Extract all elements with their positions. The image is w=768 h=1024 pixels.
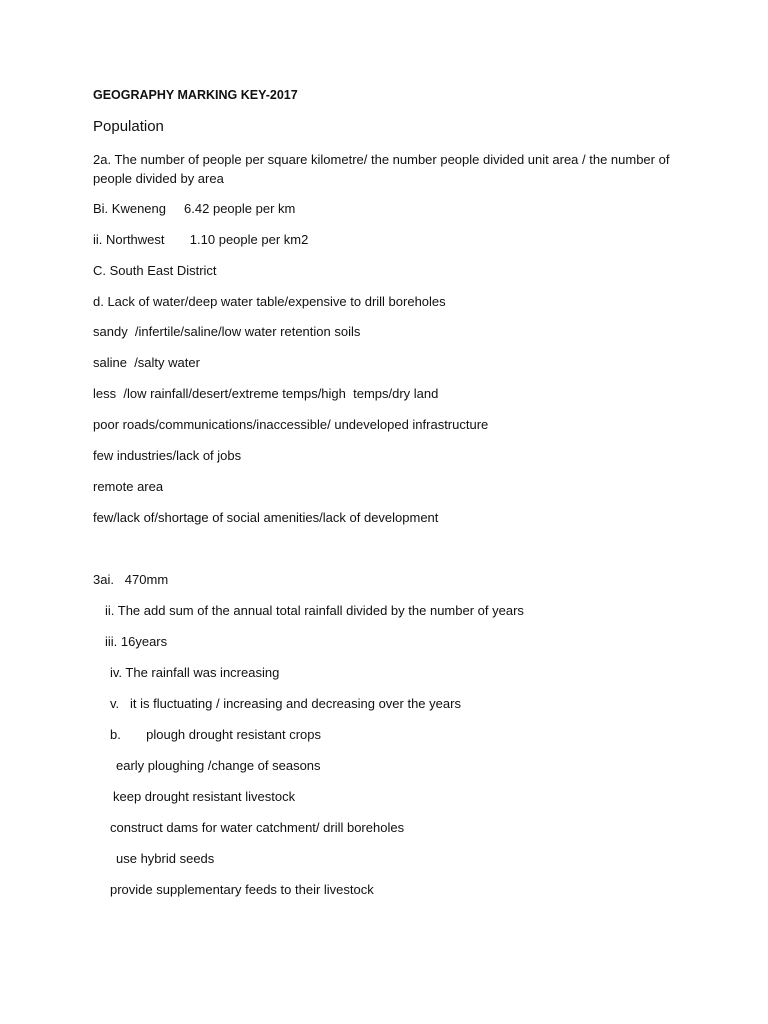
answer-3b-line: b. plough drought resistant crops xyxy=(110,727,322,742)
answer-2bi: Bi. Kweneng 6.42 people per km xyxy=(93,201,296,216)
answer-3b-line: construct dams for water catchment/ drill boreholes xyxy=(110,820,405,835)
answer-2c: C. South East District xyxy=(93,263,217,278)
answer-2d-line: less /low rainfall/desert/extreme temps/high temps/dry land xyxy=(93,386,439,401)
answer-3b-line: provide supplementary feeds to their livestock xyxy=(110,882,374,897)
answer-2d-line: d. Lack of water/deep water table/expensive to drill boreholes xyxy=(93,294,446,309)
answer-3b-line: use hybrid seeds xyxy=(116,851,215,866)
answer-3av: v. it is fluctuating / increasing and decreasing over the years xyxy=(110,696,461,711)
answer-3b-line: early ploughing /change of seasons xyxy=(116,758,321,773)
answer-2bii: ii. Northwest 1.10 people per km2 xyxy=(93,232,309,247)
answer-3b-line: keep drought resistant livestock xyxy=(113,789,296,804)
answer-3ai: 3ai. 470mm xyxy=(93,572,169,587)
answer-3aii: ii. The add sum of the annual total rainfall divided by the number of years xyxy=(105,603,524,618)
answer-3aiii: iii. 16years xyxy=(105,634,168,649)
document-title: GEOGRAPHY MARKING KEY-2017 xyxy=(93,88,298,102)
answer-2d-line: remote area xyxy=(93,479,164,494)
section-heading: Population xyxy=(93,118,164,135)
answer-2a: 2a. The number of people per square kilometre/ the number people divided unit area / the number of people divided by area xyxy=(93,152,670,186)
answer-2d-line: few/lack of/shortage of social amenities/lack of development xyxy=(93,510,439,525)
answer-2d-line: poor roads/communications/inaccessible/ undeveloped infrastructure xyxy=(93,417,489,432)
answer-2d-line: sandy /infertile/saline/low water retention soils xyxy=(93,324,361,339)
answer-2d-line: few industries/lack of jobs xyxy=(93,448,242,463)
answer-3aiv: iv. The rainfall was increasing xyxy=(110,665,280,680)
answer-2d-line: saline /salty water xyxy=(93,355,200,370)
